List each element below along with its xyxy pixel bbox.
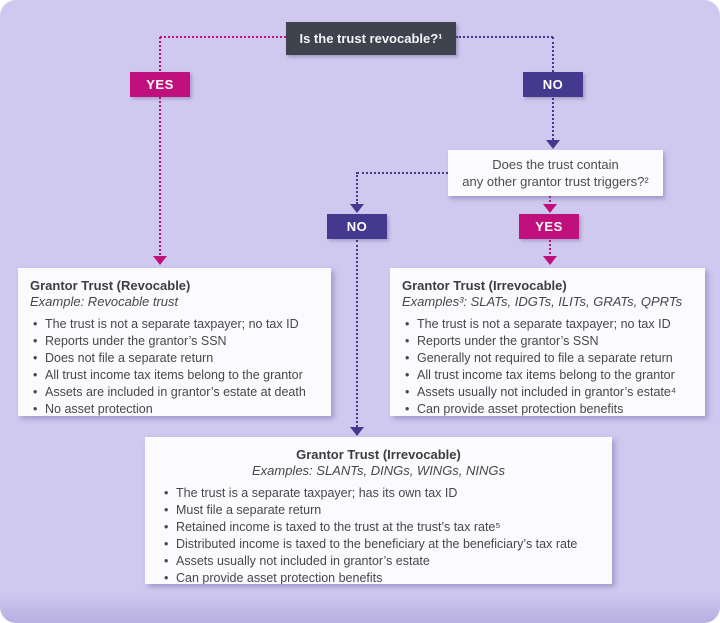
bullet-item: • Can provide asset protection benefits (402, 401, 693, 416)
connector-question2-to-no2-vertical (356, 172, 358, 204)
connector-yes-to-left-card-vertical (159, 37, 161, 255)
card-title: Grantor Trust (Irrevocable) (296, 447, 461, 462)
card-example: Example: Revocable trust (30, 294, 179, 309)
card-example: Examples: SLANTs, DINGs, WINGs, NINGs (251, 463, 506, 478)
branch-no-right: NO (523, 72, 583, 97)
arrowhead-into-bottom-card (350, 427, 364, 436)
root-question-node (286, 22, 456, 55)
bullet-item: • Can provide asset protection benefits (161, 570, 600, 584)
arrowhead-into-left-card (153, 256, 167, 265)
root-question-label: Is the trust revocable?¹ (299, 31, 443, 46)
bullet-item: • Distributed income is taxed to the beneficiary at the beneficiary’s tax rate (161, 536, 600, 553)
connector-root-to-yes-horizontal (160, 36, 286, 38)
card-example: Examples³: SLATs, IDGTs, ILITs, GRATs, QPRTs (402, 294, 683, 309)
card-grantor-trust-irrevocable-separate-taxpayer (145, 437, 612, 584)
bullet-item: • Retained income is taxed to the trust at the trust’s tax rate⁵ (161, 519, 600, 536)
bullet-item: • Generally not required to file a separate return (402, 350, 693, 367)
question2-node (448, 150, 663, 196)
branch-no-second: NO (327, 214, 387, 239)
card-title: Grantor Trust (Revocable) (30, 278, 191, 293)
card-grantor-trust-irrevocable (390, 268, 705, 416)
bullet-item: • Reports under the grantor’s SSN (30, 333, 319, 350)
bullet-item: • The trust is a separate taxpayer; has its own tax ID (161, 485, 600, 502)
branch-yes-second: YES (519, 214, 579, 239)
bullet-item: • Assets are included in grantor’s estate at death (30, 384, 319, 401)
bullet-item: • Does not file a separate return (30, 350, 319, 367)
bullet-item: • The trust is not a separate taxpayer; no tax ID (402, 316, 693, 333)
connector-root-to-no-horizontal (456, 36, 553, 38)
arrowhead-into-question2 (546, 140, 560, 149)
arrowhead-into-right-card (543, 256, 557, 265)
card-bullet-list (161, 485, 600, 584)
connector-question2-to-no2-horizontal (357, 172, 448, 174)
question2-line1: Does the trust contain (492, 157, 619, 172)
card-bullet-list (402, 316, 693, 416)
arrowhead-into-no2 (350, 204, 364, 213)
bullet-item: • Assets usually not included in grantor’s estate⁴ (402, 384, 693, 401)
question2-line2: any other grantor trust triggers?² (462, 174, 649, 189)
card-bullet-list (30, 316, 319, 416)
bullet-item: • Must file a separate return (161, 502, 600, 519)
bullet-item: • Assets usually not included in grantor’s estate (161, 553, 600, 570)
bullet-item: • No asset protection (30, 401, 319, 416)
branch-yes-left: YES (130, 72, 190, 97)
bullet-item: • All trust income tax items belong to the grantor (402, 367, 693, 384)
bullet-item: • The trust is not a separate taxpayer; no tax ID (30, 316, 319, 333)
card-grantor-trust-revocable (18, 268, 331, 416)
bullet-item: • Reports under the grantor’s SSN (402, 333, 693, 350)
card-title: Grantor Trust (Irrevocable) (402, 278, 567, 293)
arrowhead-into-yes2 (543, 204, 557, 213)
bullet-item: • All trust income tax items belong to the grantor (30, 367, 319, 384)
connector-no2-to-bottom-card-vertical (356, 240, 358, 427)
